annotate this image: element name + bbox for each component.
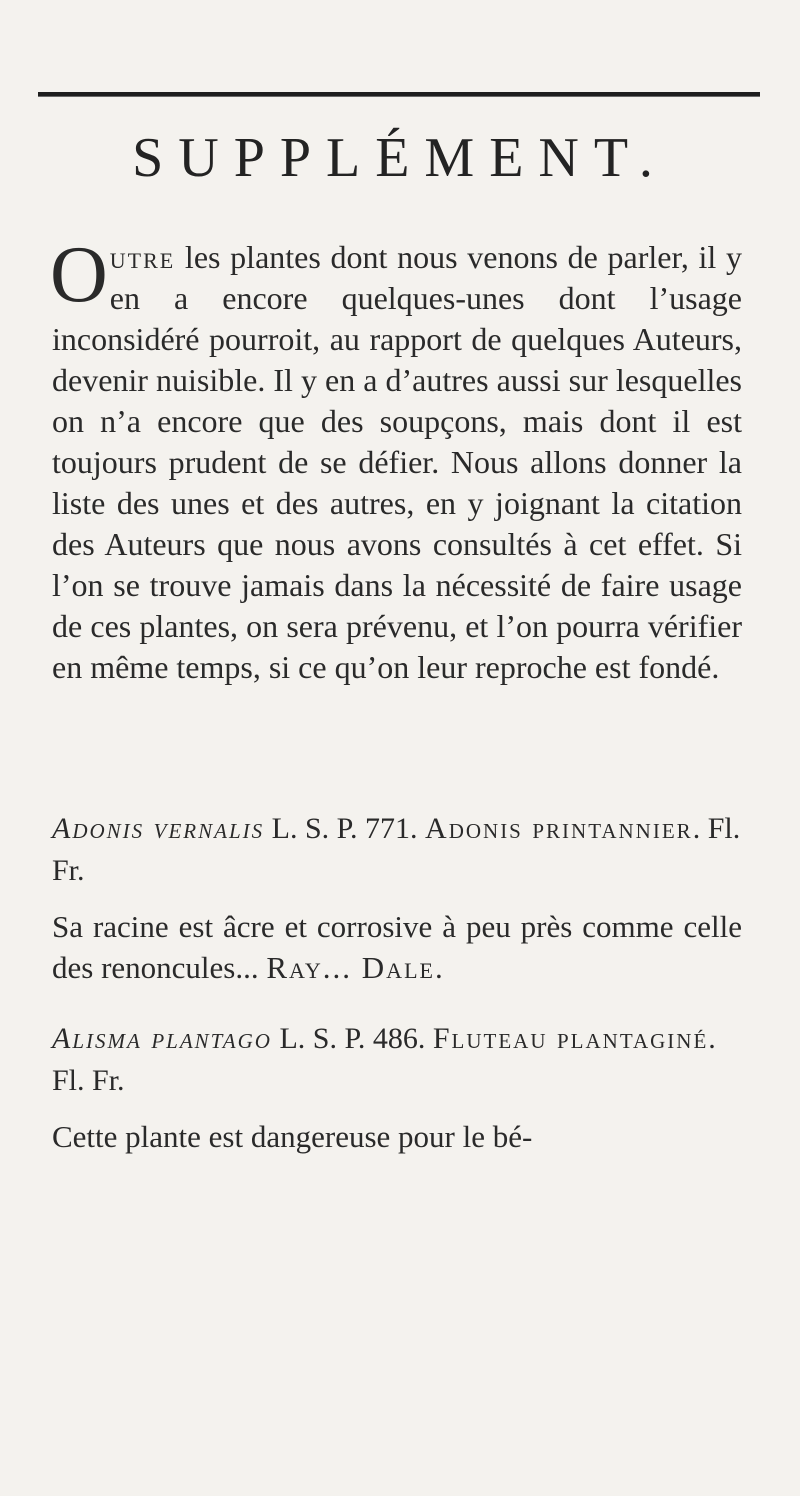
entry-description-text: Sa racine est âcre et corrosive à peu près comme celle des renoncules... bbox=[52, 909, 742, 985]
entry-latin-name: Adonis vernalis bbox=[52, 812, 265, 845]
drop-cap: O bbox=[50, 231, 108, 319]
entry-authors: Ray... Dale. bbox=[266, 950, 445, 985]
intro-paragraph bbox=[50, 231, 742, 688]
intro-text: les plantes dont nous venons de parler, il y en a encore quelques-unes dont l’usage inconsidéré pourroit, au rapport de quelques Auteurs, devenir nuisible. Il y en a d’autres aussi sur lesquelles on n’a encore que des soupçons, mais dont il est toujours prudent de se défier. Nous allons donner la liste des unes et des autres, en y joignant la citation des Auteurs que nous avons consultés à cet effet. Si l’on se trouve jamais dans la nécessité de faire usage de ces plantes, on sera prévenu, et l’on pourra vérifier en même temps, si ce qu’on leur reproche est fondé. bbox=[52, 239, 742, 685]
intro-first-word-rest: utre bbox=[109, 239, 176, 275]
entry-flora-ref: . Fl. Fr. bbox=[52, 812, 741, 887]
entry-latin-name: Alisma plantago bbox=[52, 1022, 272, 1055]
entry-flora-ref: . Fl. Fr. bbox=[52, 1022, 716, 1097]
header-rule bbox=[38, 92, 760, 97]
entry-description bbox=[52, 906, 742, 988]
entry-description bbox=[52, 1116, 742, 1157]
entry-description-text: Cette plante est dangereuse pour le bé- bbox=[52, 1119, 533, 1154]
entry-heading bbox=[52, 1018, 742, 1102]
entry-french-name: Fluteau plantaginé bbox=[432, 1022, 709, 1055]
entry-reference: L. S. P. 486. bbox=[271, 1022, 433, 1055]
page-title: SUPPLÉMENT. bbox=[132, 127, 668, 189]
entry-heading bbox=[52, 808, 742, 892]
entry-reference: L. S. P. 771. bbox=[264, 812, 426, 845]
entry-french-name: Adonis printannier bbox=[425, 812, 693, 845]
